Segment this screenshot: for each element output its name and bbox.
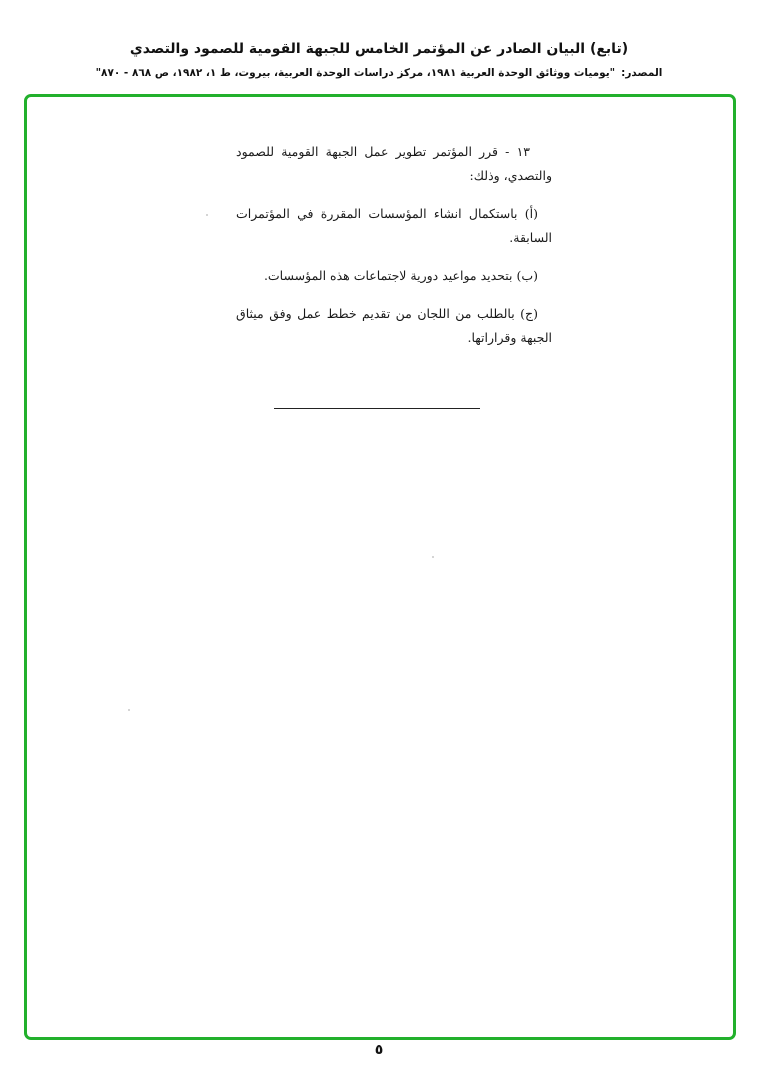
page-number: ٥	[374, 1042, 384, 1058]
source-label: المصدر:	[621, 67, 663, 79]
scan-speck	[432, 556, 434, 558]
source-citation: "يوميات ووثائق الوحدة العربية ١٩٨١، مركز دراسات الوحدة العربية، بيروت، ط ١، ١٩٨٢، ص ٨٦٨ - ٨٧٠"	[95, 67, 616, 79]
resolution-intro: ١٣ - قرر المؤتمر تطوير عمل الجبهة القومية للصمود والتصدي، وذلك:	[236, 144, 552, 183]
scan-speck	[128, 709, 130, 711]
resolution-item-b: (ب) بتحديد مواعيد دورية لاجتماعات هذه المؤسسات.	[263, 268, 538, 283]
document-body	[236, 140, 552, 350]
resolution-item-a: (أ) باستكمال انشاء المؤسسات المقررة في المؤتمرات السابقة.	[236, 206, 552, 245]
resolution-item-c: (ج) بالطلب من اللجان من تقديم خطط عمل وفق ميثاق الجبهة وقراراتها.	[236, 306, 552, 345]
end-divider	[274, 408, 480, 409]
scan-speck	[206, 214, 208, 216]
document-source	[20, 66, 738, 80]
document-title: (تابع) البيان الصادر عن المؤتمر الخامس للجبهة القومية للصمود والتصدي	[129, 41, 629, 57]
